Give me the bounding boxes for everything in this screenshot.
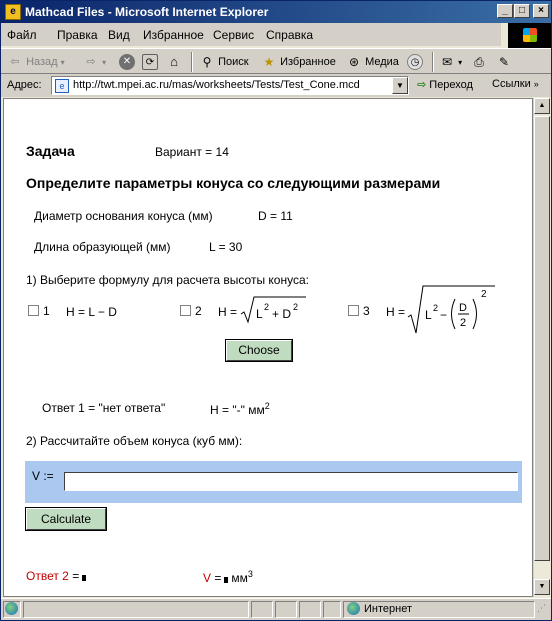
option-2-formula: H =	[218, 305, 238, 319]
address-label: Адрес:	[7, 79, 42, 91]
svg-text:−: −	[440, 308, 448, 322]
scroll-up-icon[interactable]: ▲	[534, 98, 550, 114]
svg-text:D: D	[459, 302, 467, 314]
refresh-button[interactable]	[142, 53, 158, 71]
edit-icon: ✎	[498, 55, 510, 70]
mail-button[interactable]	[439, 53, 462, 71]
svg-text:2: 2	[293, 302, 299, 312]
mail-dropdown-icon: ▾	[458, 58, 463, 67]
media-icon: ⊛	[348, 55, 360, 70]
page-content	[3, 98, 533, 597]
status-zone-pane: Интернет	[343, 601, 535, 618]
status-text-pane	[23, 601, 249, 618]
menu-tools[interactable]: Сервис	[213, 28, 255, 42]
status-pane	[323, 601, 341, 618]
option-1[interactable]: 1	[28, 304, 50, 318]
print-button[interactable]	[471, 53, 487, 71]
print-icon: ⎙	[474, 55, 484, 70]
maximize-button[interactable]: □	[514, 4, 530, 18]
task-label: Задача	[26, 143, 75, 159]
windows-logo-icon	[508, 23, 551, 48]
page-icon: e	[55, 79, 69, 93]
forward-button[interactable]	[83, 53, 106, 71]
toolbar	[1, 48, 551, 74]
choose-button[interactable]: Choose	[226, 340, 292, 361]
answer-2-volume-placeholder	[224, 577, 228, 583]
status-pane	[275, 601, 297, 618]
status-bar	[1, 598, 551, 620]
favorites-star-icon: ★	[263, 55, 275, 70]
answer-1-text: Ответ 1 = "нет ответа"	[42, 401, 166, 415]
address-url[interactable]: http://twt.mpei.ac.ru/mas/worksheets/Tests/Test_Cone.mcd	[73, 79, 360, 91]
back-dropdown-icon: ▾	[60, 58, 65, 67]
internet-globe-icon	[347, 602, 360, 615]
option-2-sqrt-formula	[240, 295, 308, 325]
media-button[interactable]: ⊛ Медиа	[346, 53, 399, 71]
go-arrow-icon: ⇨	[417, 79, 427, 91]
question-1: 1) Выберите формулу для расчета высоты конуса:	[26, 273, 309, 287]
address-bar	[1, 74, 551, 97]
forward-dropdown-icon: ▾	[102, 58, 107, 67]
answer-2-text: Ответ 2 =	[26, 569, 89, 583]
window-title: Mathcad Files - Microsoft Internet Explorer	[25, 5, 269, 19]
answer-2-volume: $V = мм^3$	[203, 569, 253, 585]
search-icon: ⚲	[202, 55, 212, 70]
history-icon: ◷	[407, 54, 423, 70]
option-3[interactable]: 3	[348, 304, 370, 318]
diameter-value: D = 11	[258, 209, 293, 223]
svg-text:2: 2	[481, 289, 487, 300]
answer-2-placeholder	[82, 575, 86, 581]
menu-help[interactable]: Справка	[266, 28, 314, 42]
page-status-icon	[5, 602, 18, 615]
back-button[interactable]: ⇦ Назад ▾	[7, 53, 65, 71]
title-bar[interactable]	[1, 1, 551, 23]
history-button[interactable]	[407, 53, 423, 71]
menu-view[interactable]: Вид	[108, 28, 130, 42]
ie-page-icon: e	[5, 4, 21, 20]
go-button[interactable]: ⇨ Переход	[417, 79, 473, 91]
svg-text:2: 2	[433, 303, 439, 313]
option-3-sqrt-formula	[407, 283, 497, 335]
calculate-button[interactable]: Calculate	[26, 508, 106, 530]
back-arrow-icon: ⇦	[10, 56, 20, 69]
menu-bar	[1, 23, 501, 46]
refresh-icon: ⟳	[142, 54, 158, 70]
links-button[interactable]: Ссылки »	[492, 78, 539, 90]
forward-arrow-icon: ⇨	[86, 56, 96, 69]
menu-favorites[interactable]: Избранное	[143, 28, 204, 42]
home-icon: ⌂	[170, 54, 178, 70]
option-2-checkbox[interactable]	[180, 305, 191, 316]
generatrix-label: Длина образующей (мм)	[34, 240, 171, 254]
svg-text:2: 2	[264, 302, 270, 312]
edit-button[interactable]	[496, 53, 512, 71]
stop-icon: ✕	[119, 54, 135, 70]
address-dropdown-icon[interactable]: ▼	[392, 77, 408, 94]
mail-icon: ✉	[441, 55, 453, 70]
option-3-formula: H =	[386, 305, 406, 319]
menu-edit[interactable]: Правка	[57, 28, 98, 42]
close-button[interactable]: ×	[533, 4, 549, 18]
option-2[interactable]: 2	[180, 304, 202, 318]
svg-text:L: L	[256, 307, 263, 321]
volume-label: V :=	[32, 469, 54, 483]
home-button[interactable]	[166, 53, 182, 71]
status-page-pane	[3, 601, 21, 618]
toolbar-separator	[432, 52, 434, 72]
page-heading: Определите параметры конуса со следующими размерами	[26, 175, 441, 191]
generatrix-value: L = 30	[209, 240, 243, 254]
resize-grip-icon[interactable]: ⋰	[537, 603, 546, 613]
links-chevron-icon: »	[533, 79, 539, 89]
svg-text:2: 2	[460, 317, 467, 329]
toolbar-separator	[191, 52, 193, 72]
option-3-checkbox[interactable]	[348, 305, 359, 316]
variant-text: Вариант = 14	[155, 145, 229, 159]
volume-input[interactable]	[64, 472, 518, 491]
minimize-button[interactable]: _	[497, 4, 513, 18]
option-1-formula: H = L − D	[66, 305, 117, 319]
scroll-down-icon[interactable]: ▼	[534, 579, 550, 595]
vertical-scrollbar[interactable]	[533, 98, 550, 597]
menu-file[interactable]: Файл	[7, 28, 37, 42]
scroll-thumb[interactable]	[534, 116, 550, 561]
volume-input-row	[25, 461, 522, 503]
svg-text:+ D: + D	[272, 307, 292, 321]
answer-1-height: H = "-" $мм^2$	[210, 401, 270, 417]
question-2: 2) Рассчитайте объем конуса (куб мм):	[26, 434, 243, 448]
status-pane	[299, 601, 321, 618]
search-button[interactable]: ⚲ Поиск	[199, 53, 249, 71]
status-pane	[251, 601, 273, 618]
address-input[interactable]	[51, 76, 409, 95]
svg-text:L: L	[425, 308, 432, 322]
favorites-button[interactable]: ★ Избранное	[261, 53, 336, 71]
option-1-checkbox[interactable]	[28, 305, 39, 316]
diameter-label: Диаметр основания конуса (мм)	[34, 209, 213, 223]
stop-button[interactable]	[119, 53, 135, 71]
